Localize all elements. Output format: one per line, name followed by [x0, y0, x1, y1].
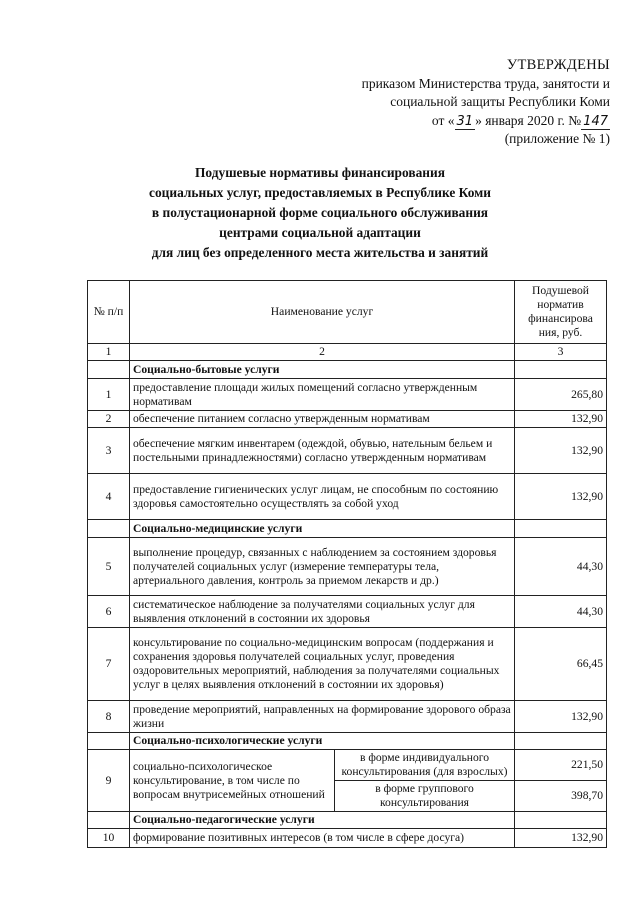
table-row — [88, 474, 607, 520]
date-prefix: от « — [431, 112, 455, 128]
service-name: выполнение процедур, связанных с наблюдением за состоянием здоровья получателей социальных услуг (измерение температуры тела, артериального давления, контроль за приемом лекарств и др.) — [130, 538, 515, 596]
section-row — [88, 733, 607, 750]
document-title — [0, 163, 640, 263]
service-name: проведение мероприятий, направленных на формирование здорового образа жизни — [130, 701, 515, 733]
column-number-row — [88, 344, 607, 361]
norm-value: 132,90 — [515, 474, 607, 520]
title-line: социальных услуг, предоставляемых в Республике Коми — [149, 185, 491, 200]
header-row — [88, 281, 607, 344]
section-title: Социально-педагогические услуги — [130, 812, 515, 829]
service-name: обеспечение питанием согласно утвержденным нормативам — [130, 411, 515, 428]
approval-title: УТВЕРЖДЕНЫ — [506, 57, 610, 73]
norm-value: 398,70 — [515, 781, 607, 812]
appendix-note: (приложение № 1) — [504, 131, 610, 146]
table-row — [88, 628, 607, 701]
row-number: 1 — [88, 379, 130, 411]
section-row — [88, 520, 607, 538]
service-form: в форме группового консультирования — [335, 781, 515, 812]
table-row — [88, 596, 607, 628]
title-line: для лиц без определенного места жительства и занятий — [151, 245, 489, 260]
col-number: 1 — [88, 344, 130, 361]
service-name: предоставление гигиенических услуг лицам, не способным по состоянию здоровья самостоятельно осуществлять за собой уход — [130, 474, 515, 520]
table-row — [88, 428, 607, 474]
approval-date-line — [362, 112, 610, 131]
service-name: систематическое наблюдение за получателями социальных услуг для выявления отклонений в состоянии их здоровья — [130, 596, 515, 628]
table-row — [88, 538, 607, 596]
title-line: Подушевые нормативы финансирования — [195, 165, 445, 180]
service-name: социально-психологическое консультирование, в том числе по вопросам внутрисемейных отношений — [130, 750, 335, 812]
row-number: 6 — [88, 596, 130, 628]
col-number: 2 — [130, 344, 515, 361]
approval-line-1: приказом Министерства труда, занятости и — [361, 75, 610, 91]
norm-value: 132,90 — [515, 411, 607, 428]
header-num: № п/п — [88, 281, 130, 344]
date-day-handwritten: 31 — [456, 113, 474, 129]
header-name: Наименование услуг — [130, 281, 515, 344]
service-name: консультирование по социально-медицинским вопросам (поддержания и сохранения здоровья получателей социальных услуг, проведения оздоровительных мероприятий, наблюдения за получателями социальных услуг в целях выявления отклонений в состоянии их здоровья) — [130, 628, 515, 701]
row-number: 10 — [88, 829, 130, 848]
title-line: в полустационарной форме социального обслуживания — [151, 205, 489, 220]
section-row — [88, 361, 607, 379]
table-row — [88, 411, 607, 428]
row-number: 2 — [88, 411, 130, 428]
col-number: 3 — [515, 344, 607, 361]
section-row — [88, 812, 607, 829]
norm-value: 132,90 — [515, 428, 607, 474]
service-name: обеспечение мягким инвентарем (одеждой, обувью, нательным бельем и постельными принадлежностями) согласно утвержденным нормативам — [130, 428, 515, 474]
row-number: 4 — [88, 474, 130, 520]
title-line: центрами социальной адаптации — [219, 225, 421, 240]
service-form: в форме индивидуального консультирования (для взрослых) — [335, 750, 515, 781]
row-number: 8 — [88, 701, 130, 733]
norm-value: 265,80 — [515, 379, 607, 411]
table-row — [88, 701, 607, 733]
order-number-handwritten: 147 — [583, 113, 608, 129]
approval-block — [362, 56, 610, 149]
norm-value: 132,90 — [515, 701, 607, 733]
header-norm: Подушевой норматив финансирова ния, руб. — [515, 281, 607, 344]
row-number: 7 — [88, 628, 130, 701]
table-row — [88, 750, 607, 781]
approval-line-2: социальной защиты Республики Коми — [390, 94, 610, 109]
table-row — [88, 379, 607, 411]
norm-value: 66,45 — [515, 628, 607, 701]
norm-value: 44,30 — [515, 596, 607, 628]
service-name: формирование позитивных интересов (в том числе в сфере досуга) — [130, 829, 515, 848]
section-title: Социально-медицинские услуги — [130, 520, 515, 538]
table-row — [88, 829, 607, 848]
row-number: 3 — [88, 428, 130, 474]
norm-value: 44,30 — [515, 538, 607, 596]
section-title: Социально-бытовые услуги — [130, 361, 515, 379]
row-number: 5 — [88, 538, 130, 596]
service-name: предоставление площади жилых помещений согласно утвержденным нормативам — [130, 379, 515, 411]
norm-value: 132,90 — [515, 829, 607, 848]
norms-table — [87, 280, 607, 848]
norm-value: 221,50 — [515, 750, 607, 781]
date-mid: » января 2020 г. № — [475, 112, 582, 128]
row-number: 9 — [88, 750, 130, 812]
section-title: Социально-психологические услуги — [130, 733, 515, 750]
